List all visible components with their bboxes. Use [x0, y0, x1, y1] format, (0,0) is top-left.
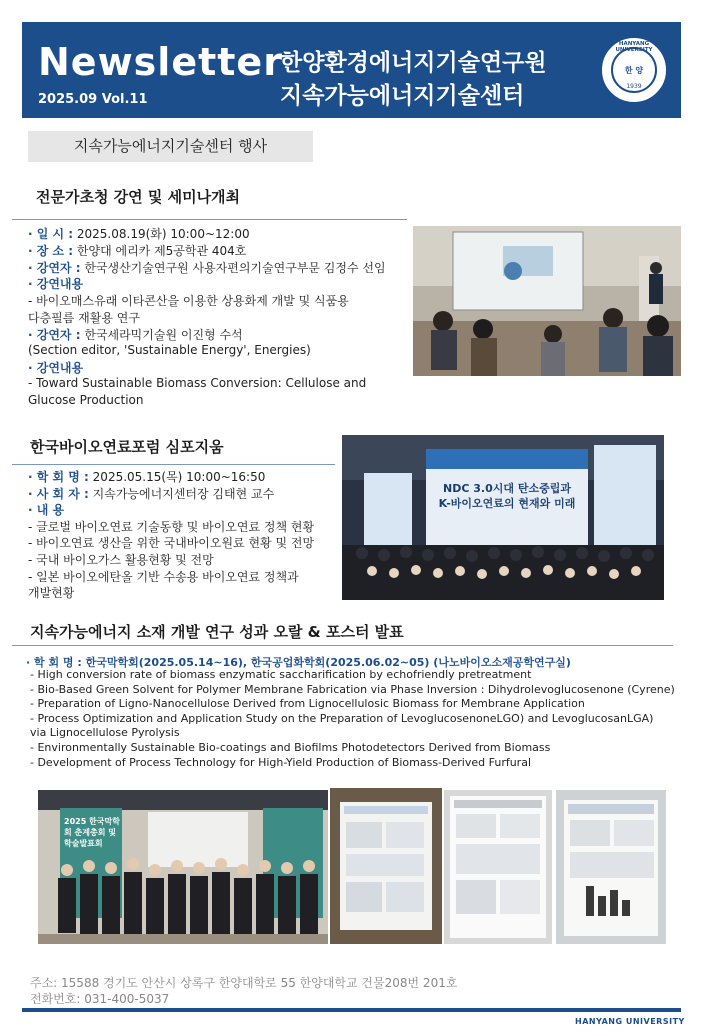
conference-banner-text: 2025 한국막학회 춘계총회 및 학술발표회	[64, 817, 120, 848]
detail-line: · 일 시 : 2025.08.19(화) 10:00~12:00	[28, 227, 250, 241]
detail-line: - 바이오연료 생산을 위한 국내바이오원료 현황 및 전망	[28, 536, 315, 551]
event3-heading: 지속가능에너지 소재 개발 연구 성과 오랄 & 포스터 발표	[30, 623, 404, 641]
poster-photo-2	[444, 790, 552, 944]
event3-rule	[12, 645, 673, 646]
detail-line: - High conversion rate of biomass enzymatic saccharification by echofriendly pretreatment	[30, 668, 532, 681]
section-tag: 지속가능에너지기술센터 행사	[28, 131, 313, 162]
detail-line: · 장 소 : 한양대 에리카 제5공학관 404호	[28, 243, 247, 258]
center-name: 지속가능에너지기술센터	[280, 83, 525, 109]
slide-title-line1: NDC 3.0시대 탄소중립과	[443, 482, 571, 495]
detail-line: via Lignocellulose Pyrolysis	[30, 726, 180, 740]
event2-heading: 한국바이오연료포럼 심포지움	[30, 438, 224, 456]
symposium-photo	[342, 435, 664, 600]
footer-address: 주소: 15588 경기도 안산시 상록구 한양대학로 55 한양대학교 건물208번 201호	[30, 976, 458, 990]
detail-line: - 국내 바이오가스 활용현황 및 전망	[28, 553, 214, 567]
university-seal-icon: HANYANG UNIVERSITY 한 양 1939	[600, 36, 668, 104]
detail-line: - Bio-Based Green Solvent for Polymer Membrane Fabrication via Phase Inversion : Dihydrolevoglucosenone (Cyrene)	[30, 682, 675, 696]
detail-line: · 강연내용	[28, 361, 84, 376]
detail-line: · 학 회 명 : 2025.05.15(목) 10:00~16:50	[28, 470, 266, 484]
footer-brand-logo: HANYANG UNIVERSITY	[575, 1017, 685, 1026]
event2-rule	[12, 464, 335, 465]
detail-line: · 내 용	[28, 503, 65, 518]
detail-line: (Section editor, 'Sustainable Energy', Energies)	[28, 342, 311, 357]
conference-group-photo	[38, 790, 328, 944]
detail-line: - Process Optimization and Application Study on the Preparation of LevoglucosenoneLGO) and LevoglucosanLGA)	[30, 711, 654, 725]
detail-line: · 강연자 : 한국세라믹기술원 이진형 수석	[28, 327, 243, 342]
seminar-photo	[413, 226, 681, 376]
poster-photo-3	[556, 790, 666, 944]
detail-line: 다층필름 재활용 연구	[28, 311, 140, 325]
detail-line: - Toward Sustainable Biomass Conversion: Cellulose and	[28, 376, 367, 391]
detail-line: - Development of Process Technology for High-Yield Production of Biomass-Derived Furfural	[30, 755, 531, 769]
detail-line: · 강연내용	[28, 277, 84, 292]
institute-name: 한양환경에너지기술연구원	[280, 50, 547, 76]
event1-heading: 전문가초청 강연 및 세미나개최	[36, 188, 241, 206]
event1-rule	[12, 219, 407, 220]
footer-bar	[22, 1008, 681, 1012]
slide-title-line2: K-바이오연료의 현재와 미래	[438, 497, 576, 510]
newsletter-title: Newsletter	[38, 40, 283, 84]
detail-line: - Preparation of Ligno-Nanocellulose Derived from Lignocellulosic Biomass for Membrane Application	[30, 697, 585, 711]
event3-conference: · 학 회 명 : 한국막학회(2025.05.14~16), 한국공업화학회(2025.06.02~05) (나노바이오소재공학연구실)	[26, 656, 571, 669]
detail-line: · 사 회 자 : 지속가능에너지센터장 김태현 교수	[28, 486, 275, 501]
detail-line: 개발현황	[28, 586, 75, 601]
detail-line: - 글로벌 바이오연료 기술동향 및 바이오연료 정책 현황	[28, 519, 315, 534]
footer-phone: 전화번호: 031-400-5037	[30, 992, 170, 1006]
detail-line: - Environmentally Sustainable Bio-coatings and Biofilms Photodetectors Derived from Biomass	[30, 741, 551, 754]
detail-line: · 강연자 : 한국생산기술연구원 사용자편의기술연구부문 김정수 선임	[28, 260, 386, 275]
poster-photo-1	[330, 788, 442, 944]
detail-line: Glucose Production	[28, 393, 144, 407]
newsletter-header	[22, 22, 681, 118]
detail-line: - 일본 바이오에탄올 기반 수송용 바이오연료 정책과	[28, 569, 299, 584]
newsletter-volume: 2025.09 Vol.11	[38, 92, 148, 107]
detail-line: - 바이오매스유래 이타콘산을 이용한 상용화제 개발 및 식품용	[28, 294, 349, 309]
